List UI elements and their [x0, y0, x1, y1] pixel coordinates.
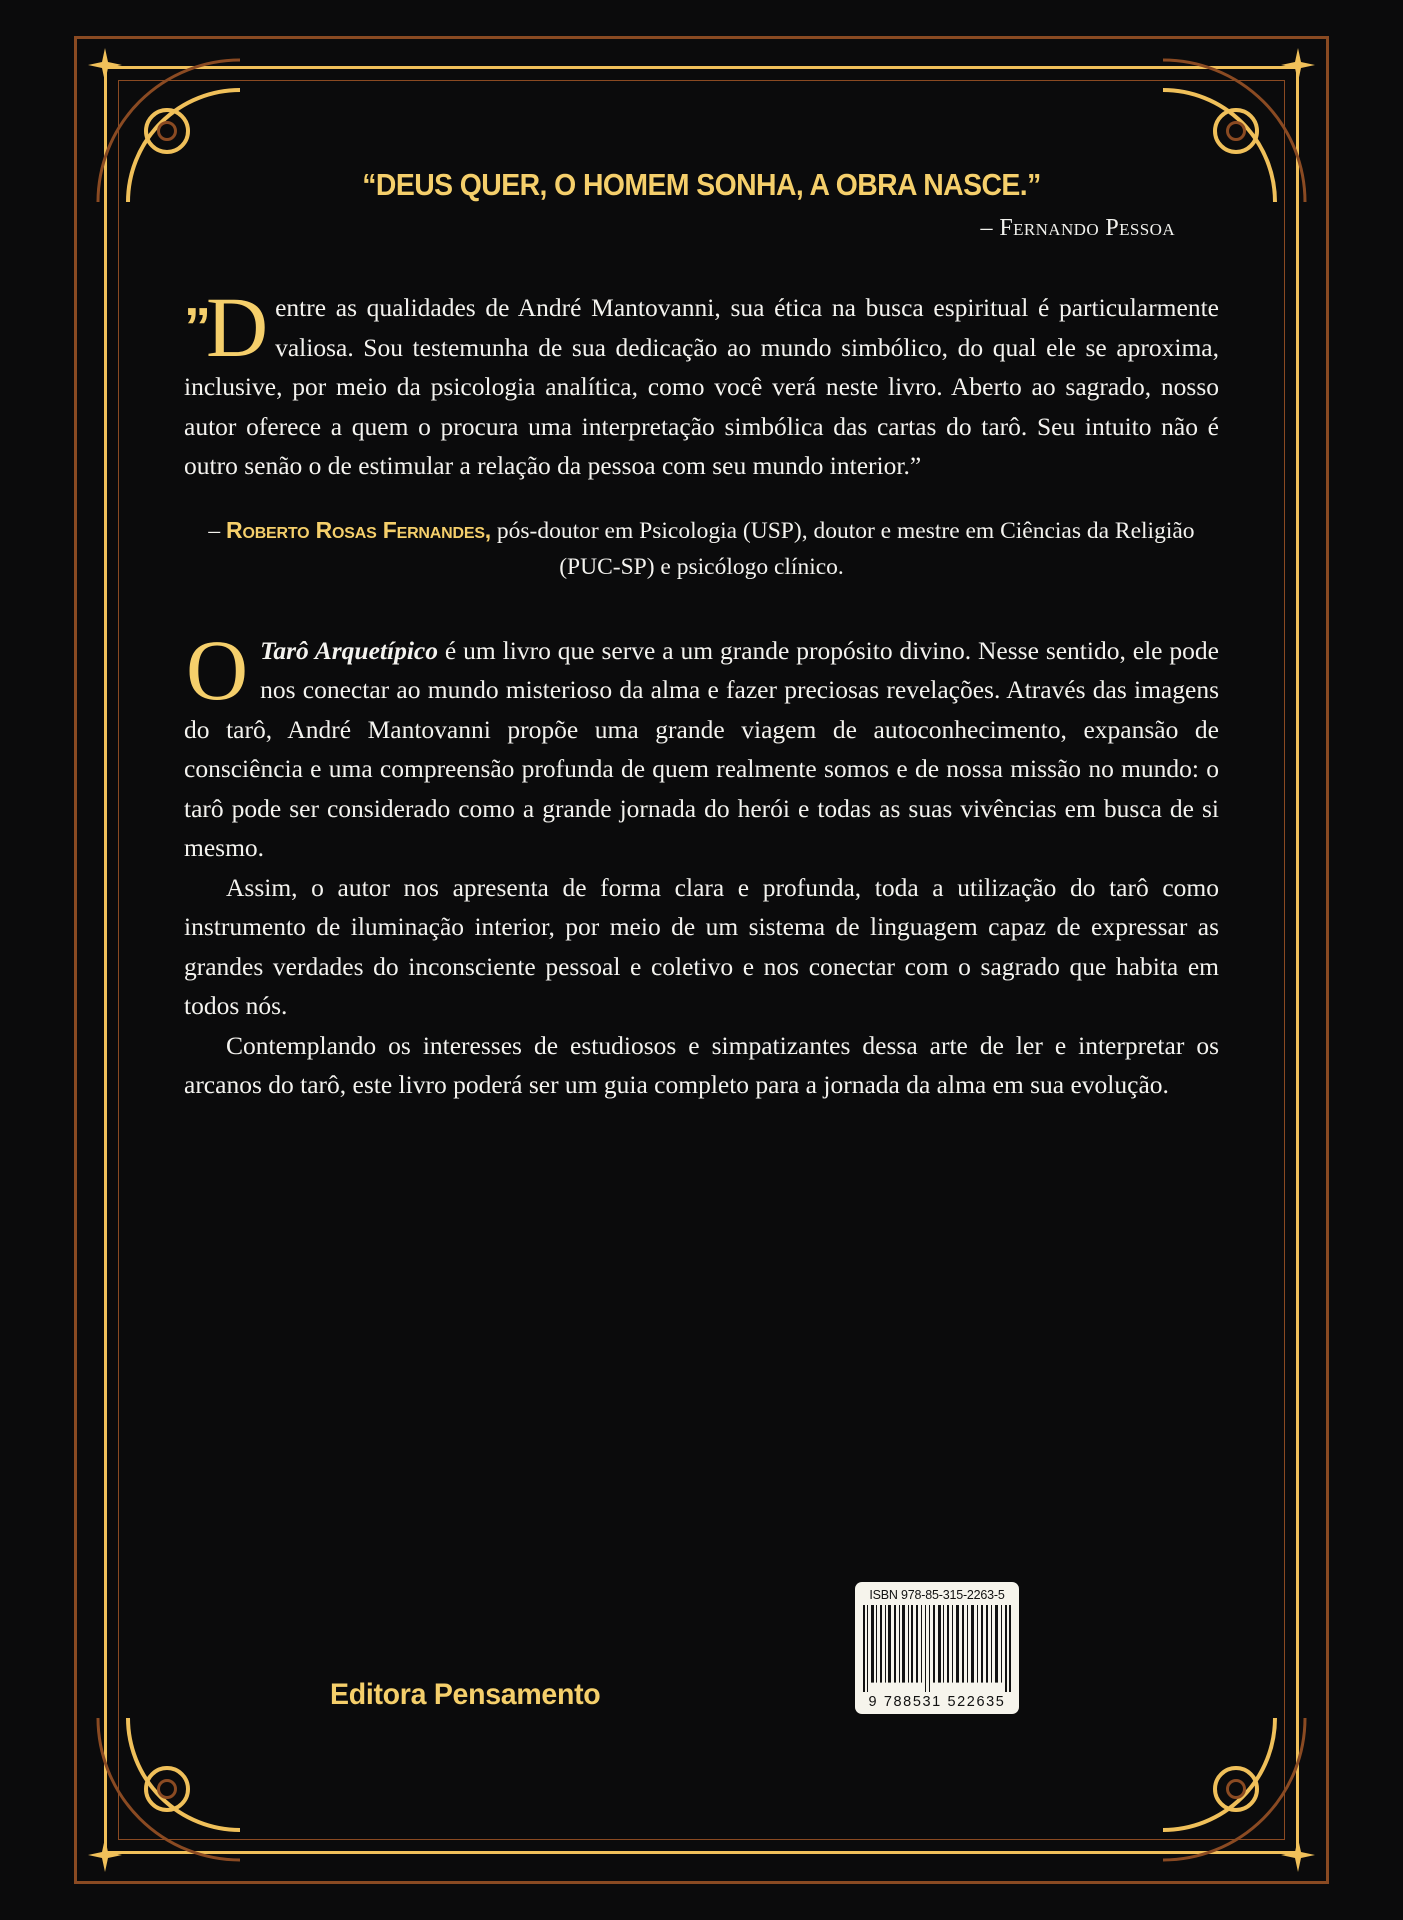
blurb-two-text-two: Assim, o autor nos apresenta de forma clara e profunda, toda a utilização do tarô como instrumento de iluminação interior, por meio de um sistema de linguagem capaz de expressar as grandes verdades do inconsciente pessoal e coletivo e nos conectar com o sagrado que habita em todos nós. — [184, 872, 1219, 1020]
attribution-dash: – — [208, 517, 227, 544]
publisher-logo: Editora Pensamento — [330, 1678, 601, 1711]
headline-quote: “DEUS QUER, O HOMEM SONHA, A OBRA NASCE.” — [362, 168, 1041, 202]
blurb-one-paragraph — [184, 279, 1219, 486]
blurb-two-text-one: é um livro que serve a um grande propósito divino. Nesse sentido, ele pode nos conectar ao mundo misterioso da alma e fazer preciosas revelações. Através das imagens do tarô, André Mantovanni propõe uma grande viagem de autoconhecimento, expansão de consciência e uma compreensão profunda de quem realmente somos e de nossa missão no mundo: o tarô pode ser considerado como a grande jornada do herói e todas as suas vivências em busca de si mesmo. — [184, 635, 1219, 862]
dropcap-o: O — [186, 621, 249, 718]
blurb-two-paragraph-two — [184, 868, 1219, 1026]
attribution-name: Roberto Rosas Fernandes, — [226, 516, 491, 543]
sparkle-star-icon — [88, 1838, 122, 1872]
ring-medallion-bottom-right — [1213, 1766, 1259, 1812]
cover-footer — [184, 1590, 1219, 1770]
blurb-two-text-three: Contemplando os interesses de estudiosos e simpatizantes dessa arte de ler e interpretar os arcanos do tarô, este livro poderá ser um guia completo para a jornada da alma em sua evolução. — [184, 1030, 1219, 1099]
blurb-block-one — [184, 279, 1219, 585]
isbn-label: ISBN 978-85-315-2263-5 — [869, 1588, 1005, 1602]
isbn-barcode — [855, 1582, 1019, 1714]
cover-content — [184, 150, 1219, 1800]
ring-medallion-top-left — [144, 108, 190, 154]
blurb-block-two — [184, 621, 1219, 1105]
blurb-two-paragraph-one — [184, 621, 1219, 868]
book-title-italic: Tarô Arquetípico — [260, 635, 438, 665]
headline-attribution: – Fernando Pessoa — [980, 215, 1175, 241]
ring-medallion-top-right — [1213, 108, 1259, 154]
dropcap-d: D — [206, 279, 269, 375]
attribution-credentials: pós-doutor em Psicologia (USP), doutor e mestre em Ciências da Religião (PUC-SP) e psicólogo clínico. — [490, 517, 1195, 580]
ean-digits: 9 788531 522635 — [868, 1694, 1006, 1710]
blurb-two-paragraph-three — [184, 1026, 1219, 1105]
sparkle-star-icon — [88, 48, 122, 82]
blurb-one-attribution — [184, 512, 1219, 585]
barcode-bars-icon — [863, 1605, 1011, 1692]
blurb-one-text: entre as qualidades de André Mantovanni, sua ética na busca espiritual é particularmente valiosa. Sou testemunha de sua dedicação ao mundo simbólico, do qual ele se aproxima, inclusive, por meio da psicologia analítica, como você verá neste livro. Aberto ao sagrado, nosso autor oferece a quem o procura uma interpretação simbólica das cartas do tarô. Seu intuito não é outro senão o de estimular a relação da pessoa com seu mundo interior.” — [184, 293, 1219, 480]
opening-quote-mark: ” — [184, 297, 211, 357]
sparkle-star-icon — [1281, 1838, 1315, 1872]
sparkle-star-icon — [1281, 48, 1315, 82]
